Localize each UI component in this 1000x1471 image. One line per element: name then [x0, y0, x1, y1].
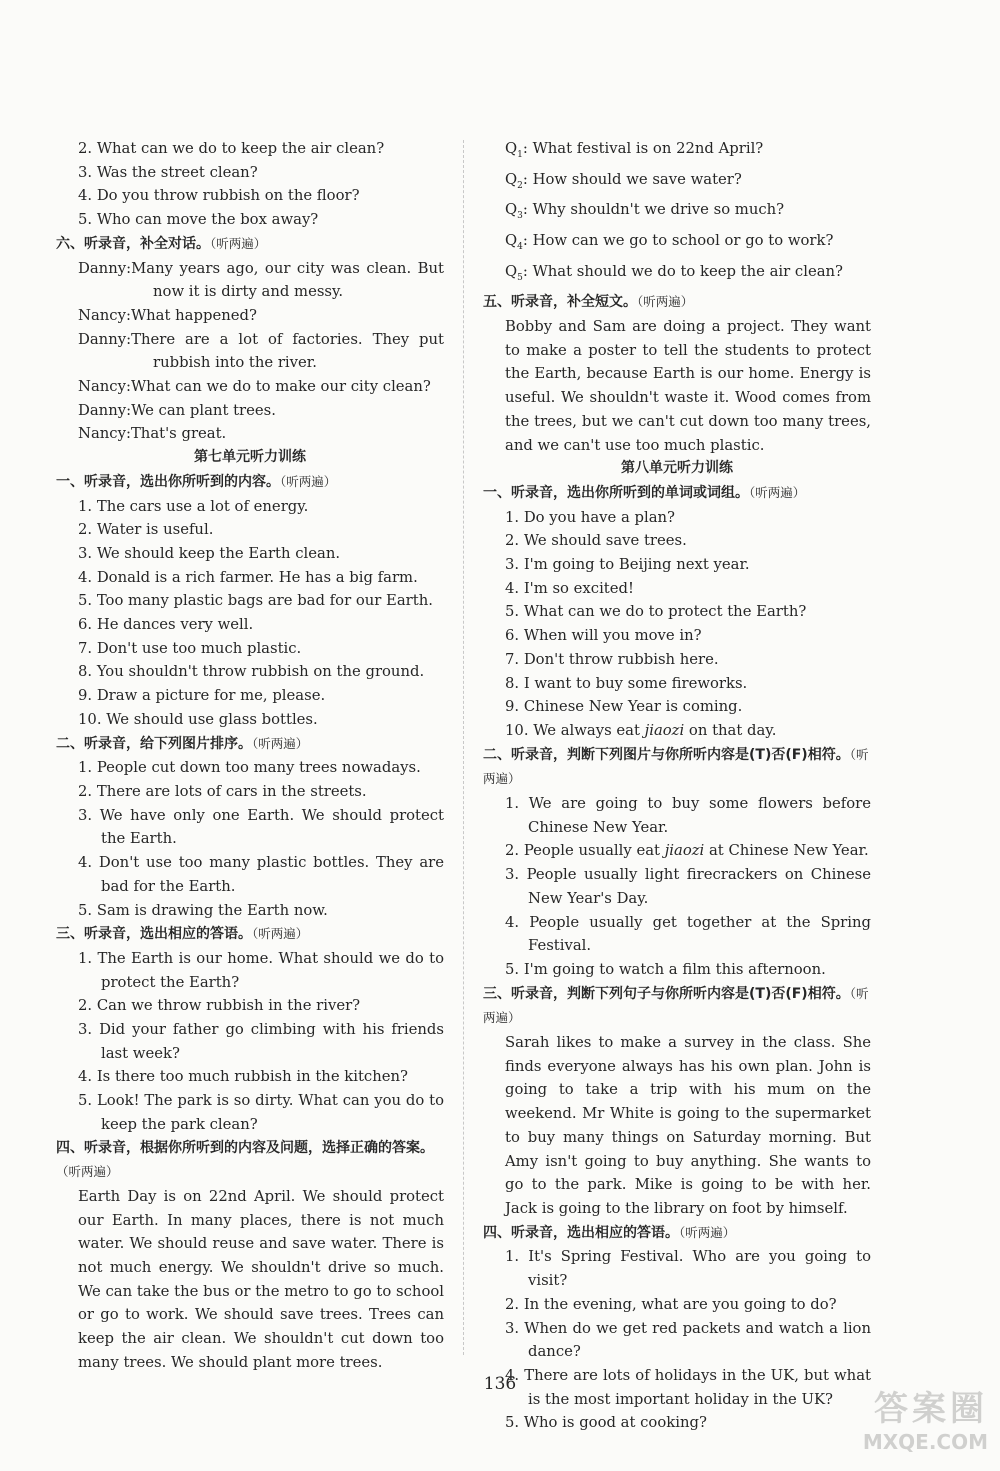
listen-twice-note: （听两遍）: [56, 1164, 119, 1180]
list-item: 5. Who can move the box away?: [78, 211, 319, 229]
list-item: 2. Water is useful.: [78, 521, 214, 539]
listen-twice-note: （听两遍）: [210, 235, 267, 251]
list-item: 2. Can we throw rubbish in the river?: [78, 997, 361, 1015]
dialogue-line: Danny:There are a lot of factories. They put rubbish into the river.: [78, 330, 444, 372]
list: [56, 756, 444, 922]
dialogue-line: Danny:Many years ago, our city was clean. But now it is dirty and messy.: [78, 259, 444, 301]
list-item: 8. You shouldn't throw rubbish on the ground.: [78, 663, 425, 681]
question-line: $Q_5$: What should we do to keep the air clean?: [505, 262, 843, 283]
list-item: 7. Don't use too much plastic.: [78, 639, 302, 657]
passage: Earth Day is on 22nd April. We should protect our Earth. In many places, there is not much water. We should reuse and save water. There is not much energy. We shouldn't drive so much. We can take the bus or the metro to go to school or go to work. We should save trees. Trees can keep the air clean. We shouldn't cut down too many trees. We should plant more trees.: [78, 1187, 444, 1371]
list-item: 5. Look! The park is so dirty. What can you do to keep the park clean?: [78, 1092, 444, 1133]
section-heading: 一、听录音，选出你所听到的内容。（听两遍）: [56, 473, 337, 490]
dialogue-line: Nancy:That's great.: [78, 425, 227, 443]
list-item: 2. There are lots of cars in the streets.: [78, 782, 367, 800]
list-item: 1. The cars use a lot of energy.: [78, 497, 309, 515]
dialogue-line: Nancy:What can we do to make our city clean?: [78, 378, 431, 396]
list-item: 7. Don't throw rubbish here.: [505, 650, 719, 668]
listen-twice-note: （听两遍）: [637, 294, 694, 310]
section-heading: 一、听录音，选出你所听到的单词或词组。（听两遍）: [483, 484, 806, 501]
list-item: 2. People usually eat jiaozi at Chinese New Year.: [505, 842, 869, 860]
list-item: 2. What can we do to keep the air clean?: [78, 140, 385, 157]
list-item: 3. I'm going to Beijing next year.: [505, 556, 750, 574]
list-item: 1. Do you have a plan?: [505, 508, 675, 526]
list-item: 5. Sam is drawing the Earth now.: [78, 901, 328, 919]
list-item: 4. There are lots of holidays in the UK, but what is the most important holiday in the UK?: [505, 1366, 871, 1408]
watermark-url: MXQE.COM: [862, 1430, 988, 1454]
question-line: $Q_1$: What festival is on 22nd April?: [505, 140, 764, 160]
listen-twice-note: （听两遍）: [252, 735, 309, 751]
listen-twice-note: （听两遍）: [483, 746, 869, 787]
list-item: 6. He dances very well.: [78, 616, 254, 634]
section-heading: 二、听录音，判断下列图片与你所听内容是(T)否(F)相符。（听两遍）: [483, 746, 869, 787]
list-item: 5. Who is good at cooking?: [505, 1414, 707, 1432]
list-item: 3. We should keep the Earth clean.: [78, 544, 341, 562]
listen-twice-note: （听两遍）: [483, 985, 869, 1026]
list-item: 1. We are going to buy some flowers before Chinese New Year.: [505, 795, 871, 836]
unit-title: 第七单元听力训练: [194, 449, 306, 466]
listen-twice-note: （听两遍）: [280, 473, 337, 489]
list-item: 1. People cut down too many trees nowadays.: [78, 759, 421, 777]
speaker: Danny:: [78, 330, 132, 348]
section-heading: 四、听录音，选出相应的答语。（听两遍）: [483, 1224, 736, 1241]
list-item: 10. We should use glass bottles.: [78, 710, 318, 728]
dialogue-line: Nancy:What happened?: [78, 306, 257, 324]
list-item: 6. When will you move in?: [505, 627, 702, 645]
list-item: 4. I'm so excited!: [505, 579, 634, 597]
section-heading: 六、听录音，补全对话。（听两遍）: [56, 235, 267, 252]
listen-twice-note: （听两遍）: [679, 1224, 736, 1240]
speaker: Nancy:: [78, 306, 131, 324]
list-item: 2. In the evening, what are you going to do?: [505, 1295, 837, 1313]
dialogue: [56, 257, 444, 447]
list-item: 1. It's Spring Festival. Who are you going to visit?: [505, 1248, 871, 1290]
section-heading: 三、听录音，判断下列句子与你所听内容是(T)否(F)相符。（听两遍）: [483, 985, 869, 1026]
unit-title: 第八单元听力训练: [621, 460, 733, 477]
question-line: $Q_3$: Why shouldn't we drive so much?: [505, 201, 785, 222]
section-heading: 二、听录音，给下列图片排序。（听两遍）: [56, 735, 309, 752]
speaker: Nancy:: [78, 425, 131, 443]
listen-twice-note: （听两遍）: [252, 926, 309, 942]
list-item: 4. Don't use too many plastic bottles. They are bad for the Earth.: [78, 854, 444, 895]
list-item: 4. Do you throw rubbish on the floor?: [78, 187, 360, 205]
dialogue-line: Danny:We can plant trees.: [78, 401, 276, 419]
section-heading: 五、听录音，补全短文。（听两遍）: [483, 294, 694, 311]
list-item: 3. We have only one Earth. We should protect the Earth.: [78, 806, 444, 848]
page-number: 136: [483, 1374, 517, 1394]
question-line: $Q_4$: How can we go to school or go to work?: [505, 231, 834, 252]
speaker: Danny:: [78, 259, 132, 277]
passage: Sarah likes to make a survey in the class. She finds everyone always has his own plan. John is going to take a trip with his mum on the weekend. Mr White is going to the supermarket to buy many things on Saturday morning. But Amy isn't going to buy anything. She wants to go to the park. Mike is going to be with her. Jack is going to the library on foot by himself.: [505, 1034, 871, 1217]
section-heading: 三、听录音，选出相应的答语。（听两遍）: [56, 926, 309, 943]
section-heading: 四、听录音，根据你所听到的内容及问题，选择正确的答案。（听两遍）: [56, 1139, 434, 1180]
list-item: 4. People usually get together at the Spring Festival.: [505, 913, 871, 955]
left-column: [56, 137, 444, 1375]
speaker: Danny:: [78, 401, 132, 419]
watermark-mark: 答案圈: [874, 1389, 988, 1429]
list-item: 3. When do we get red packets and watch a lion dance?: [505, 1319, 871, 1361]
column-divider: [463, 140, 464, 1355]
list-item: 3. Was the street clean?: [78, 163, 258, 181]
list-item: 5. Too many plastic bags are bad for our Earth.: [78, 592, 433, 610]
right-column: [483, 137, 871, 1435]
list-item: 5. I'm going to watch a film this afternoon.: [505, 960, 826, 978]
list-item: 1. The Earth is our home. What should we do to protect the Earth?: [78, 949, 444, 991]
list: [56, 947, 444, 1137]
passage: Bobby and Sam are doing a project. They want to make a poster to tell the students to protect the Earth, because Earth is our home. Energy is useful. We shouldn't waste it. Wood comes from the trees, but we can't cut down too many trees, and we can't use too much plastic.: [505, 317, 871, 454]
list-item: 4. Donald is a rich farmer. He has a big farm.: [78, 568, 418, 586]
listen-twice-note: （听两遍）: [749, 484, 806, 500]
list: [483, 792, 871, 982]
question-line: $Q_2$: How should we save water?: [505, 170, 742, 191]
list-item: 3. Did your father go climbing with his friends last week?: [78, 1021, 444, 1062]
list-item: 10. We always eat jiaozi on that day.: [505, 721, 777, 739]
list-item: 9. Draw a picture for me, please.: [78, 687, 326, 705]
list-item: 5. What can we do to protect the Earth?: [505, 603, 807, 621]
watermark-logo: [808, 1388, 988, 1458]
list-item: 3. People usually light firecrackers on Chinese New Year's Day.: [505, 866, 871, 907]
list-item: 4. Is there too much rubbish in the kitchen?: [78, 1068, 408, 1086]
list-item: 9. Chinese New Year is coming.: [505, 698, 743, 716]
list-item: 2. We should save trees.: [505, 532, 687, 550]
speaker: Nancy:: [78, 378, 131, 396]
list-item: 8. I want to buy some fireworks.: [505, 674, 748, 692]
